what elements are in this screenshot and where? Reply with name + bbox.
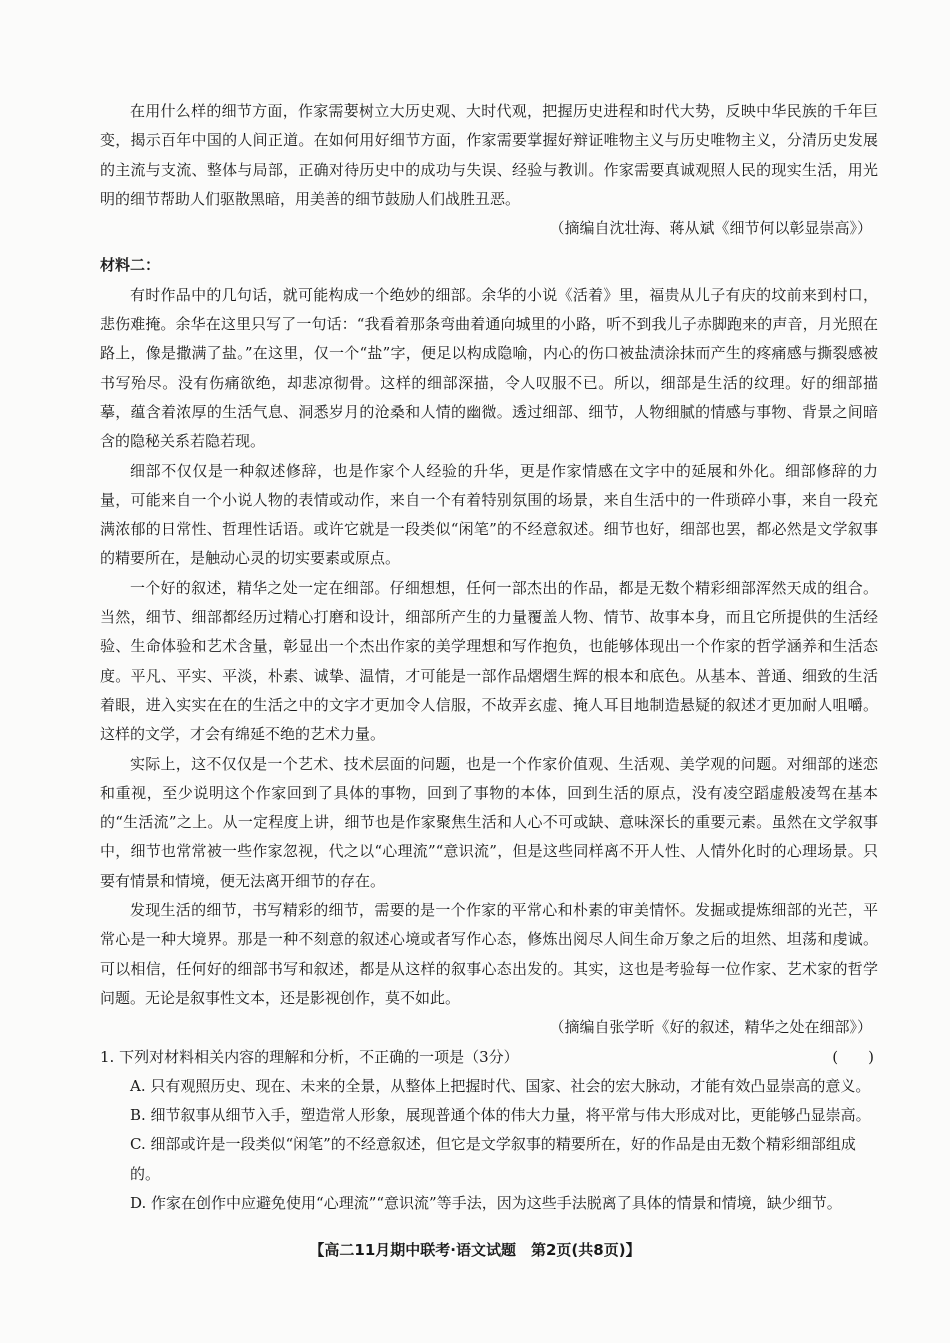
- option-a: A. 只有观照历史、现在、未来的全景，从整体上把握时代、国家、社会的宏大脉动，才能有效凸显崇高的意义。: [130, 1076, 871, 1095]
- material1-continuation-paragraph: 在用什么样的细节方面，作家需要树立大历史观、大时代观，把握历史进程和时代大势，反映中华民族的千年巨变，揭示百年中国的人间正道。在如何用好细节方面，作家需要掌握好辩证唯物主义与历史唯物主义，分清历史发展的主流与支流、整体与局部，正确对待历史中的成功与失误、经验与教训。作家需要真诚观照人民的现实生活，用光明的细节帮助人们驱散黑暗，用美善的细节鼓励人们战胜丑恶。: [100, 102, 878, 208]
- page-footer: 【高二11月期中联考·语文试题 第2页(共8页)】: [309, 1241, 641, 1259]
- material2-paragraph-2: 细部不仅仅是一种叙述修辞，也是作家个人经验的升华，更是作家情感在文字中的延展和外化。细部修辞的力量，可能来自一个小说人物的表情或动作，来自一个有着特别氛围的场景，来自生活中的一件琐碎小事，来自一段充满浓郁的日常性、哲理性话语。或许它就是一段类似“闲笔”的不经意叙述。细节也好，细部也罢，都必然是文学叙事的精要所在，是触动心灵的切实要素或原点。: [100, 461, 878, 568]
- material2-paragraph-5: 发现生活的细节，书写精彩的细节，需要的是一个作家的平常心和朴素的审美情怀。发掘或提炼细部的光芒，平常心是一种大境界。那是一种不刻意的叙述心境或者写作心态，修炼出阅尽人间生命万象之后的坦然、坦荡和虔诚。可以相信，任何好的细部书写和叙述，都是从这样的叙事心态出发的。其实，这也是考验每一位作家、艺术家的哲学问题。无论是叙事性文本，还是影视创作，莫不如此。: [100, 901, 878, 1007]
- answer-bracket: ( ): [832, 1047, 874, 1066]
- material2-paragraph-4: 实际上，这不仅仅是一个艺术、技术层面的问题，也是一个作家价值观、生活观、美学观的问题。对细部的迷恋和重视，至少说明这个作家回到了具体的事物，回到了事物的本体，回到生活的原点，没有凌空蹈虚般凌驾在基本的“生活流”之上。从一定程度上讲，细节也是作家聚焦生活和人心不可或缺、意味深长的重要元素。虽然在文学叙事中，细节也常常被一些作家忽视，代之以“心理流”“意识流”，但是这些同样离不开人性、人情外化时的心理场景。只要有情景和情境，便无法离开细节的存在。: [100, 754, 878, 890]
- page-content: [100, 97, 878, 1218]
- material2-paragraph-3: 一个好的叙述，精华之处一定在细部。仔细想想，任何一部杰出的作品，都是无数个精彩细部浑然天成的组合。当然，细节、细部都经历过精心打磨和设计，细部所产生的力量覆盖人物、情节、故事本身，而且它所提供的生活经验、生命体验和艺术含量，彰显出一个杰出作家的美学理想和写作抱负，也能够体现出一个作家的哲学涵养和生活态度。平凡、平实、平淡，朴素、诚挚、温情，才可能是一部作品熠熠生辉的根本和底色。从基本、普通、细致的生活着眼，进入实实在在的生活之中的文字才更加令人信服，不故弄玄虚、掩人耳目地制造悬疑的叙述才更加耐人咀嚼。这样的文学，才会有绵延不绝的艺术力量。: [100, 578, 878, 744]
- material2-heading: 材料二：: [100, 256, 161, 275]
- option-d: D. 作家在创作中应避免使用“心理流”“意识流”等手法，因为这些手法脱离了具体的情景和情境，缺少细节。: [130, 1193, 842, 1212]
- material2-source: （摘编自张学昕《好的叙述，精华之处在细部》）: [549, 1018, 872, 1037]
- question-1-stem: 1. 下列对材料相关内容的理解和分析，不正确的一项是（3分）: [100, 1047, 519, 1066]
- option-b: B. 细节叙事从细节入手，塑造常人形象，展现普通个体的伟大力量，将平常与伟大形成对比，更能够凸显崇高。: [130, 1106, 871, 1125]
- option-c: C. 细部或许是一段类似“闲笔”的不经意叙述，但它是文学叙事的精要所在，好的作品是由无数个精彩细部组成的。: [130, 1135, 856, 1183]
- material1-source: （摘编自沈壮海、蒋从斌《细节何以彰显崇高》）: [549, 219, 872, 238]
- material2-paragraph-1: 有时作品中的几句话，就可能构成一个绝妙的细部。余华的小说《活着》里，福贵从儿子有庆的坟前来到村口，悲伤难掩。余华在这里只写了一句话：“我看着那条弯曲着通向城里的小路，听不到我儿子赤脚跑来的声音，月光照在路上，像是撒满了盐。”在这里，仅一个“盐”字，便足以构成隐喻，内心的伤口被盐渍涂抹而产生的疼痛感与撕裂感被书写殆尽。没有伤痛欲绝，却悲凉彻骨。这样的细部深描，令人叹服不已。所以，细部是生活的纹理。好的细部描摹，蕴含着浓厚的生活气息、洞悉岁月的沧桑和人情的幽微。透过细部、细节，人物细腻的情感与事物、背景之间暗含的隐秘关系若隐若现。: [100, 285, 878, 451]
- question-1: [100, 1043, 878, 1072]
